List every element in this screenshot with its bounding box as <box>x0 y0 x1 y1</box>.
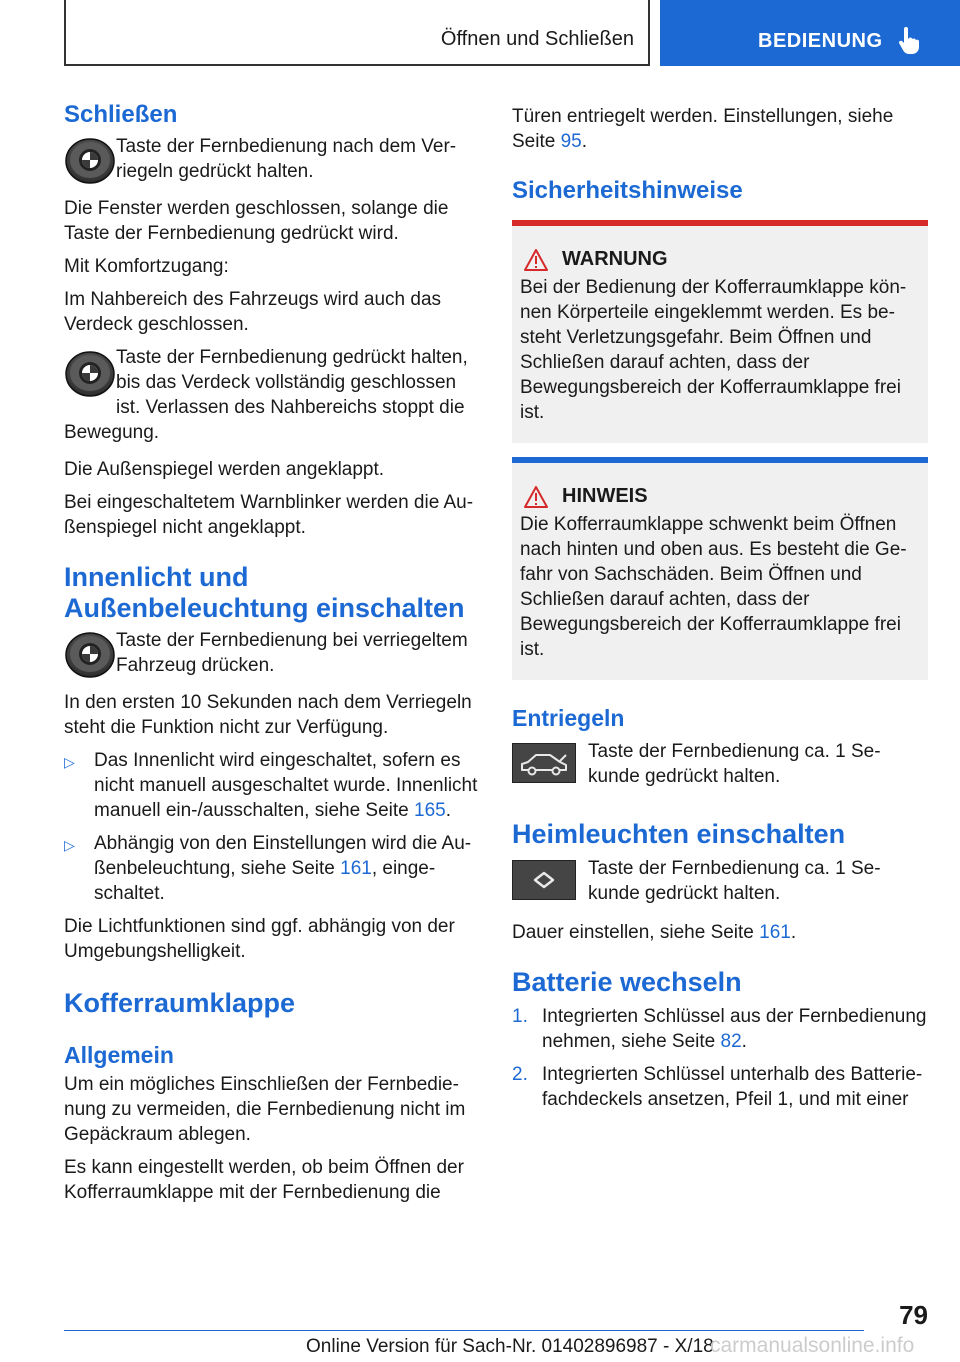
header-chapter-label: BEDIENUNG <box>758 30 883 52</box>
key-text-entriegeln: Taste der Fernbedienung ca. 1 Sekunde gedrückt halten. <box>588 741 881 787</box>
header-section-box <box>64 0 650 66</box>
warning-triangle-icon <box>524 486 548 508</box>
right-column <box>512 100 928 1120</box>
paragraph: Es kann eingestellt werden, ob beim Öffnen der Kofferraumklappe mit der Fernbedienung die <box>64 1157 464 1203</box>
paragraph: Mit Komfortzugang: <box>64 256 229 277</box>
list-item: ▷ Abhängig von den Einstellungen wird die Außenbeleuchtung, siehe Seite 161, eingeschaltet. <box>64 833 472 904</box>
page-link[interactable]: 95 <box>560 131 582 152</box>
paragraph: Türen entriegelt werden. Einstellungen, siehe Seite 95. <box>512 106 894 152</box>
footer-online-version: Online Version für Sach-Nr. 01402896987 - X/18 <box>306 1336 714 1357</box>
paragraph: Bei eingeschaltetem Warnblinker werden die Außenspiegel nicht angeklappt. <box>64 492 474 538</box>
list-item: ▷ Das Innenlicht wird eingeschaltet, sofern es nicht manuell ausgeschaltet wurde. Innenlicht manuell ein-/ausschalten, siehe Seite 165. <box>64 750 478 821</box>
page-link[interactable]: 82 <box>720 1031 742 1052</box>
left-column <box>64 100 480 1205</box>
bmw-logo-key-icon <box>64 134 116 186</box>
warning-title: WARNUNG <box>562 248 668 270</box>
paragraph: Die Außenspiegel werden angeklappt. <box>64 459 385 480</box>
paragraph: Die Fenster werden geschlossen, solange die Taste der Fernbedienung gedrückt wird. <box>64 198 449 244</box>
hint-title: HINWEIS <box>562 485 648 507</box>
page-link[interactable]: 161 <box>759 922 791 943</box>
car-trunk-key-icon <box>512 743 576 783</box>
headlight-key-icon <box>512 860 576 900</box>
page-link[interactable]: 165 <box>414 800 446 821</box>
hint-text: Die Kofferraumklappe schwenkt beim Öffnen nach hinten und oben aus. Es besteht die Gefahr von Sachschäden. Beim Öffnen und Schließen darauf achten, dass der Bewegungsbereich der Kofferraumklappe frei ist. <box>520 514 907 660</box>
step-text: Integrierten Schlüssel unterhalb des Batteriefachdeckels ansetzen, Pfeil 1, und mit einer <box>542 1064 923 1110</box>
list-item: 1. Integrierten Schlüssel aus der Fernbedienung nehmen, siehe Seite 82. <box>512 1006 927 1052</box>
heading-heimleuchten: Heimleuchten einschalten <box>512 819 846 849</box>
key-instruction-heimleuchten <box>512 856 928 906</box>
key-instruction-entriegeln <box>512 739 928 789</box>
heading-innenlicht: Innenlicht und Außenbeleuchtung einschalten <box>64 562 465 623</box>
bmw-logo-key-icon <box>64 347 116 399</box>
key-text-heimleuchten: Taste der Fernbedienung ca. 1 Sekunde gedrückt halten. <box>588 858 881 904</box>
warning-box <box>512 220 928 443</box>
footer-watermark: carmanualsonline.info <box>710 1334 915 1357</box>
triangle-bullet-icon: ▷ <box>64 754 75 770</box>
key-text-verdeck: Taste der Fernbedienung gedrückt halten, bis das Verdeck vollständig geschlossen ist. Verlassen des Nahbereichs stoppt die Bewegung. <box>64 347 468 443</box>
heading-schliessen: Schließen <box>64 101 178 128</box>
key-instruction-schliessen <box>64 134 480 186</box>
step-number: 1. <box>512 1006 528 1027</box>
paragraph: Im Nahbereich des Fahrzeugs wird auch das Verdeck geschlossen. <box>64 289 442 335</box>
hint-box <box>512 457 928 680</box>
bullet-list <box>64 748 480 906</box>
heading-allgemein: Allgemein <box>64 1042 174 1068</box>
key-text-schliessen: Taste der Fernbedienung nach dem Verriegeln gedrückt halten. <box>116 136 457 182</box>
heading-sicherheitshinweise: Sicherheitshinweise <box>512 177 743 204</box>
key-instruction-innenlicht <box>64 628 480 680</box>
warning-triangle-icon <box>524 249 548 271</box>
key-instruction-verdeck <box>64 345 480 445</box>
list-item <box>512 1062 928 1112</box>
warning-text: Bei der Bedienung der Kofferraumklappe können Körperteile eingeklemmt werden. Es besteht Verletzungsgefahr. Beim Öffnen und Schließen darauf achten, dass der Bewegungsbereich der Kofferraumklappe frei ist. <box>520 277 907 423</box>
step-number: 2. <box>512 1064 528 1085</box>
heading-kofferraumklappe: Kofferraumklappe <box>64 988 296 1018</box>
header-section-title: Öffnen und Schließen <box>440 28 634 50</box>
paragraph: Dauer einstellen, siehe Seite 161. <box>512 922 797 943</box>
header-chapter-tab[interactable] <box>660 0 960 66</box>
footer-divider <box>64 1330 864 1331</box>
triangle-bullet-icon: ▷ <box>64 837 75 853</box>
key-text-innenlicht: Taste der Fernbedienung bei verriegeltem Fahrzeug drücken. <box>116 630 468 676</box>
numbered-list <box>512 1004 928 1112</box>
paragraph: Um ein mögliches Einschließen der Fernbedienung zu vermeiden, die Fernbedienung nicht im Gepäckraum ablegen. <box>64 1074 466 1145</box>
paragraph: In den ersten 10 Sekunden nach dem Verriegeln steht die Funktion nicht zur Verfügung. <box>64 692 472 738</box>
bmw-logo-key-icon <box>64 628 116 680</box>
heading-entriegeln: Entriegeln <box>512 705 625 731</box>
paragraph: Die Lichtfunktionen sind ggf. abhängig von der Umgebungshelligkeit. <box>64 916 455 962</box>
page-link[interactable]: 161 <box>340 858 372 879</box>
heading-batterie: Batterie wechseln <box>512 967 742 997</box>
hand-pointer-icon <box>897 27 921 55</box>
page-number: 79 <box>899 1300 928 1330</box>
